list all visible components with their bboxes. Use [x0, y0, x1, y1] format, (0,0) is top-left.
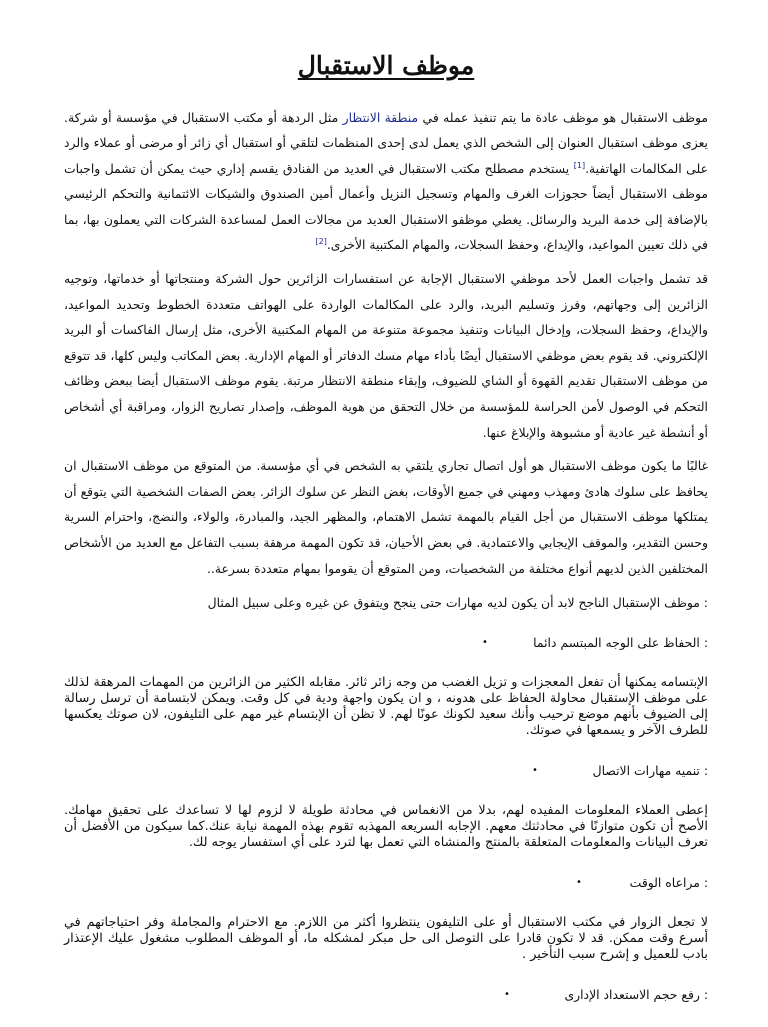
bullet-body-communication: إعطى العملاء المعلومات المفيده لهم، بدلا من الانغماس في محادثة طويلة لا لزوم لها لا تساعدك على تحقيق مهامك. الأصح أن تكون متوازنًا في محادثتك معهم. الإجابه السريعه المهذبه تقوم بهذه المهمة نيابة عنك.كما سيكون من الأفضل أن تعرف البيانات والمعلومات المتعلقة بالمنتج والمنشاه التي تعمل بها لترد على أي استفسار يوجه لك. [64, 803, 708, 851]
bullet-dot: • [576, 877, 582, 889]
page-title: موظف الاستقبال [297, 51, 475, 80]
bullet-body-time: لا تجعل الزوار في مكتب الاستقبال أو على التليفون ينتظروا أكثر من اللازم. مع الاحترام والمجاملة وفر احتياجاتهم في أسرع وقت ممكن. قد لا تكون قادرا على التوصل الى حل مبكر لمشكله ما، أو الموظف المطلوب مشغول عليك الإعتذار بادب للعميل و إشرح سبب التأخير . [64, 915, 708, 963]
reference-2[interactable]: [2] [315, 237, 327, 247]
bullet-communication [64, 761, 708, 781]
waiting-area-link[interactable]: منطقة الانتظار [342, 109, 419, 125]
skills-intro: : موظف الإستقبال الناجح لابد أن يكون لديه مهارات حتى ينجح ويتفوق عن غيره وعلى سبيل المثال [207, 595, 708, 611]
bullet-time [64, 873, 708, 893]
bullet-body-smile: الإبتسامه يمكنها أن تفعل المعجزات و تزيل الغضب من وجه زائر ثائر. مقابله الكثير من الزائرين من المهمات المرهقة لذلك على موظف الإستقبال محاولة الحفاظ على هدونه ، و ان يكون واجهة ودية في كل وقت. ويمكن لابتسامة أن ترسل رسالة إلى الضيوف بأنهم موضع ترحيب وأنك سعيد لكونك عونًا لهم. لا تظن أن الإبتسام غير مهم على التليفون، لان صوتك يعكسها للطرف الآخر و يسمعها في صوتك. [64, 675, 708, 739]
bullet-dot: • [504, 989, 510, 1001]
bullet-admin [64, 985, 708, 1005]
bullet-smile [64, 633, 708, 653]
paragraph-1: موظف الاستقبال هو موظف عادة ما يتم تنفيذ عمله في منطقة الانتظار مثل الردهة أو مكتب الاستقبال في مؤسسة أو شركة. يعزى موظف استقبال العنوان إلى الشخص الذي يعمل لدى إحدى المنظمات لتلقي أو استقبال أي زائر أو مرضى أو عملاء والرد على المكالمات الهاتفية.[1] يستخدم مصطلح مكتب الاستقبال في العديد من الفنادق يقسم إداري حيث يمكن أن تشمل واجبات موظف الاستقبال أيضاً حجوزات الغرف والمهام وتسجيل النزيل وأعمال أمين الصندوق والشيكات الائتمانية والتحكم الرئيسي بالإضافة إلى خدمة البريد والرسائل. يغطي موظفو الاستقبال العديد من مجالات العمل لمساعدة الشركات التي يعملون بها، بما في ذلك تعيين المواعيد، والإيداع، وحفظ السجلات، والمهام المكتبية الأخرى.[2] [64, 109, 709, 253]
paragraph-3: غالبًا ما يكون موظف الاستقبال هو أول اتصال تجاري يلتقي به الشخص في أي مؤسسة. من المتوقع من موظف الاستقبال ان يحافظ على سلوك هادئ ومهذب ومهني في جميع الأوقات، بغض النظر عن سلوك الزائر. بعض الصفات الشخصية التي يتوقع أن يمتلكها موظف الاستقبال من أجل القيام بالمهمة تشمل الاهتمام، والمظهر الجيد، والمبادرة، والولاء، والنضج، واحترام السرية وحسن التقدير، والموقف الإيجابي والاعتمادية. في بعض الأحيان، قد تكون المهمة مرهقة بسبب التفاعل مع العديد من الأشخاص المختلفين الذين لديهم أنواع مختلفة من الشخصيات، ومن المتوقع أن يقوموا بمهام متعددة بسرعة.. [64, 458, 708, 576]
reference-1[interactable]: [1] [573, 160, 586, 170]
paragraph-2: قد تشمل واجبات العمل لأحد موظفي الاستقبال الإجابة عن استفسارات الزائرين حول الشركة ومنتجاتها أو خدماتها، وتوجيه الزائرين إلى وجهاتهم، وفرز وتسليم البريد، والرد على المكالمات الواردة على الهواتف متعددة الخطوط وتحديد المواعيد، والإيداع، وحفظ السجلات، وإدخال البيانات وتنفيذ مجموعة متنوعة من المهام المكتبية الأخرى، مثل إرسال الفاكسات أو البريد الإلكتروني. قد يقوم بعض موظفي الاستقبال أيضًا بأداء مهام مسك الدفاتر أو المهام الإدارية. بعض المكاتب وليس كلها، قد تتوقع من موظف الاستقبال تقديم القهوة أو الشاي للضيوف، وإبقاء منطقة الانتظار مرتبة. يقوم موظف الاستقبال أيضا ببعض وظائف التحكم في الوصول لأمن الحراسة للمؤسسة من خلال التحقق من هوية الموظف، وإصدار تصاريح الزوار، ومراقبة أي أشخاص أو أنشطة غير عادية أو مشبوهة والإبلاغ عنها. [63, 271, 708, 440]
bullet-dot: • [482, 637, 488, 649]
bullet-heading: : الحفاظ على الوجه المبتسم دائما [533, 635, 708, 651]
document-page [64, 50, 708, 1027]
bullet-dot: • [532, 765, 538, 777]
bullet-heading: : تنميه مهارات الاتصال [592, 763, 708, 779]
bullet-heading: : رفع حجم الاستعداد الإدارى [564, 987, 708, 1003]
bullet-heading: : مراعاه الوقت [629, 875, 708, 891]
